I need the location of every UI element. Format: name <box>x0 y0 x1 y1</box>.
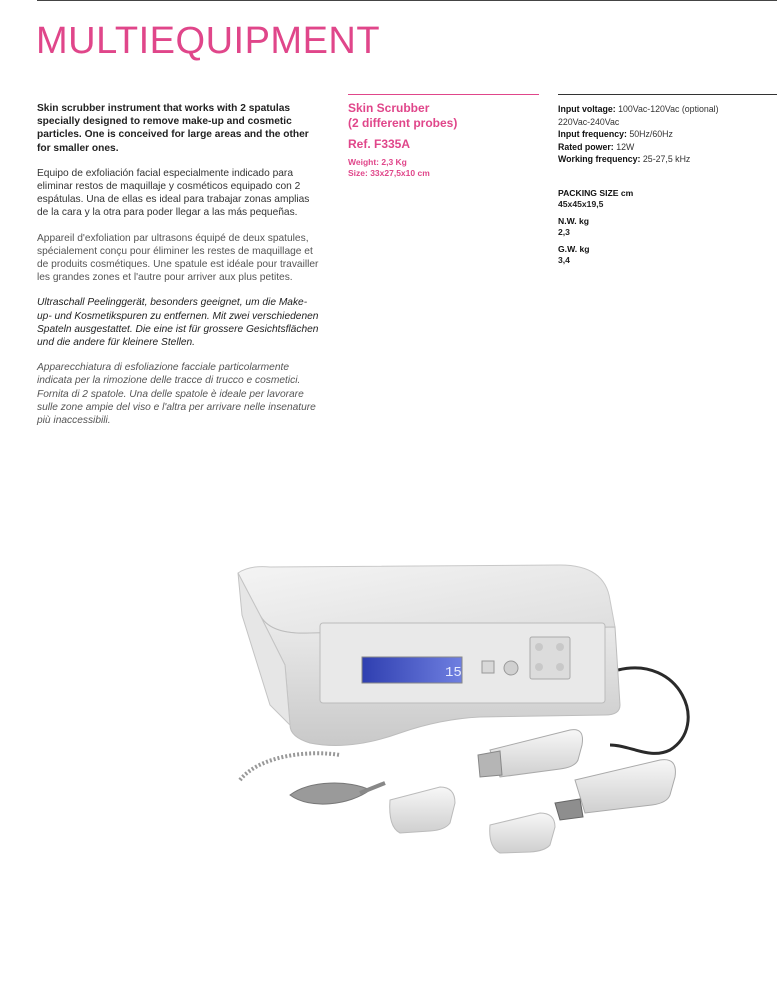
product-image <box>230 555 710 855</box>
spec-input-frequency-value: 50Hz/60Hz <box>629 129 673 140</box>
page-title: MULTIEQUIPMENT <box>36 20 381 62</box>
wrist-strap <box>290 783 370 804</box>
packing-info <box>558 188 777 266</box>
description-spanish: Equipo de exfoliación facial especialmente indicado para eliminar restos de maquillaje y cosméticos equipado con 2 espátulas. Una de ellas es ideal para trabajar zonas amplias de la cara y la otra para poder llegar a las más pequeñas. <box>37 167 310 219</box>
net-weight-label: N.W. kg <box>558 215 590 226</box>
description-column <box>37 102 320 439</box>
packing-size-label: PACKING SIZE cm <box>558 187 634 198</box>
keypad-down-right <box>556 663 564 671</box>
specifications-rule <box>558 94 777 95</box>
probe-small-blade <box>555 799 583 820</box>
spec-input-voltage-value-1: 100Vac-120Vac (optional) <box>618 104 719 114</box>
gross-weight-value: 3,4 <box>558 254 570 265</box>
panel-dial <box>504 661 518 675</box>
spec-rated-power-value: 12W <box>616 141 635 152</box>
spec-input-voltage <box>558 103 777 116</box>
packing-size-value: 45x45x19,5 <box>558 198 604 209</box>
lcd-readout: 15 <box>445 665 462 681</box>
keypad-down-left <box>535 663 543 671</box>
skin-scrubber-illustration <box>230 555 710 855</box>
probe-large-blade <box>478 751 502 777</box>
probe-large <box>490 730 583 777</box>
top-rule <box>37 0 777 1</box>
product-reference: Ref. F335A <box>348 137 411 151</box>
keypad-up-right <box>556 643 564 651</box>
panel-keypad <box>530 637 570 679</box>
product-size: Size: 33x27,5x10 cm <box>348 168 430 178</box>
description-italian: Apparecchiatura di esfoliazione facciale particolarmente indicata per la rimozione delle tracce di trucco e cosmetici. Fornita di 2 spatole. Una delle spatole è ideale per lavorare sulle zone ampie del viso e l'altra per arrivare nelle insenature più inaccessibili. <box>37 362 316 427</box>
probe-cap-2 <box>490 813 555 853</box>
product-name: Skin Scrubber <box>348 101 430 115</box>
spec-working-frequency-value: 25-27,5 kHz <box>642 154 691 165</box>
gross-weight-label: G.W. kg <box>558 243 590 254</box>
specifications <box>558 94 777 272</box>
product-info-rule <box>348 94 539 95</box>
description-french: Appareil d'exfoliation par ultrasons équipé de deux spatules, spécialement conçu pour éliminer les restes de maquillage et de produits cosmétiques. Une spatule est idéale pour travailler les grandes zones et l'autre pour arriver aux plus petites. <box>37 232 319 284</box>
probe-cap-1 <box>390 787 455 833</box>
spec-rated-power <box>558 141 777 154</box>
product-info <box>348 94 539 179</box>
description-english: Skin scrubber instrument that works with 2 spatulas specially designed to remove make-up and cosmetic particles. One is conceived for large areas and the other for smaller ones. <box>37 103 309 154</box>
spec-working-frequency <box>558 153 777 166</box>
spec-working-frequency-label: Working frequency: <box>558 154 641 165</box>
panel-button-small <box>482 661 494 673</box>
probe-cable <box>610 668 688 754</box>
spec-input-voltage-value-2: 220Vac-240Vac <box>558 116 620 127</box>
probe-small <box>575 760 675 813</box>
spec-rated-power-label: Rated power: <box>558 141 614 152</box>
spec-input-frequency-label: Input frequency: <box>558 129 627 140</box>
spec-input-frequency <box>558 128 777 141</box>
product-weight: Weight: 2,3 Kg <box>348 157 407 167</box>
description-german: Ultraschall Peelinggerät, besonders geeignet, um die Make-up- und Kosmetikspuren zu entfernen. Mit zwei verschiedenen Spateln ausgestattet. Die eine ist für grossere Gesichtsflächen und die andere für kleinere Stellen. <box>37 297 319 349</box>
keypad-up-left <box>535 643 543 651</box>
spec-input-voltage-label: Input voltage: <box>558 104 616 114</box>
coiled-cable <box>240 753 340 780</box>
net-weight-value: 2,3 <box>558 226 570 237</box>
product-subtitle: (2 different probes) <box>348 116 458 130</box>
